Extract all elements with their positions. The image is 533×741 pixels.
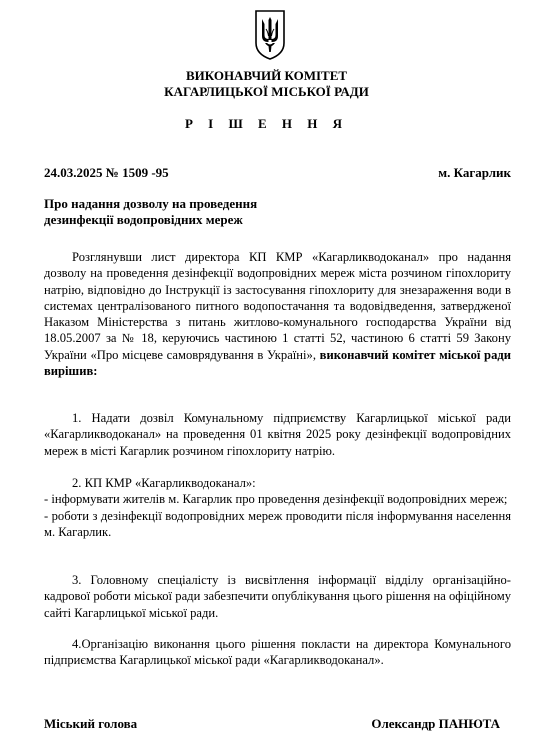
item-2-block	[44, 475, 511, 540]
item-3-paragraph: 3. Головному спеціалісту із висвітлення інформації відділу організаційно-кадрової роботи міської ради забезпечити опублікування цього рішення на офіційному сайті Кагарлицької міської ради.	[44, 573, 511, 620]
item-4-paragraph: 4.Організацію виконання цього рішення покласти на директора Комунального підприємства Кагарлицької міської ради «Кагарликводоканал».	[44, 637, 511, 668]
subject-line-1: Про надання дозволу на проведення	[44, 196, 258, 211]
date-and-number: 24.03.2025 № 1509 -95	[44, 165, 169, 180]
issuer-name-line-2: КАГАРЛИЦЬКОЇ МІСЬКОЇ РАДИ	[164, 84, 369, 99]
place: м. Кагарлик	[438, 165, 511, 180]
trident-coat-of-arms-icon	[255, 10, 285, 60]
preamble-resolution-phrase: виконавчий комітет міської ради вирішив:	[44, 347, 511, 379]
item-2-subitem-b: - роботи з дезінфекції водопровідних мереж проводити після інформування населення м. Кагарлик.	[44, 508, 511, 539]
item-1-paragraph: 1. Надати дозвіл Комунальному підприємству Кагарлицької міської ради «Кагарликводоканал» на проведення 01 квітня 2025 року дезінфекції водопровідних мереж в місті Кагарлик розчином гіпохлориту натрію.	[44, 411, 511, 458]
subject-line-2: дезинфекції водопровідних мереж	[44, 212, 243, 227]
signature-position: Міський голова	[44, 716, 138, 731]
preamble-text: Розглянувши лист директора КП КМР «Кагарликводоканал» про надання дозволу на проведення дезінфекції водопровідних мереж міста розчином гіпохлориту натрію, відповідно до Інструкції із застосування гіпохлориту для знезараження води в системах централізованого питного водопостачання та водовідведення, затвердженої Наказом Міністерства з питань житлово-комунального господарства України від 18.05.2007 за № 18, керуючись частиною 1 статті 52, частиною 6 статті 59 Закону України «Про місцеве самоврядування в Україні»,	[44, 250, 511, 362]
issuer-name-line-1: ВИКОНАВЧИЙ КОМІТЕТ	[185, 68, 348, 83]
preamble-paragraph	[44, 249, 511, 379]
item-2-title: 2. КП КМР «Кагарликводоканал»:	[72, 476, 256, 490]
signature-name: Олександр ПАНЮТА	[371, 716, 500, 731]
item-2-subitem-a: - інформувати жителів м. Кагарлик про проведення дезінфекції водопровідних мереж;	[44, 492, 508, 507]
subject-heading	[44, 196, 344, 228]
document-title: Р І Ш Е Н Н Я	[184, 116, 349, 131]
